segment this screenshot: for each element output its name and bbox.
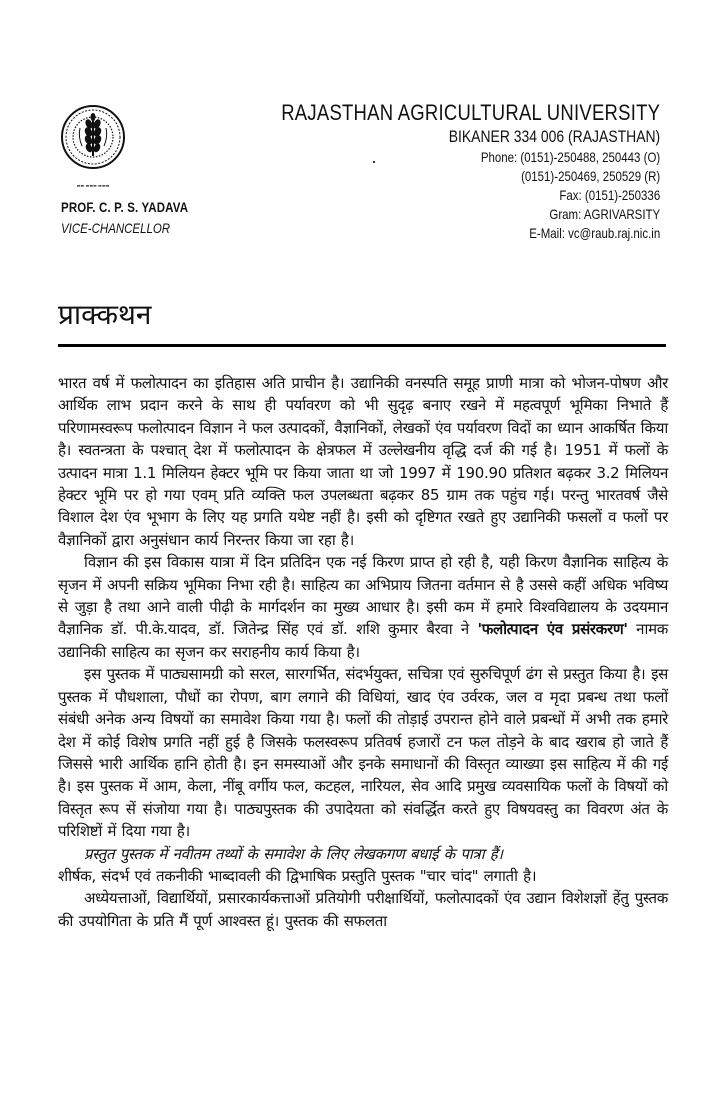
vice-chancellor-title: VICE-CHANCELLOR	[61, 220, 171, 236]
university-address: BIKANER 334 006 (RAJASTHAN)	[448, 127, 660, 146]
foreword-body	[58, 372, 668, 932]
paragraph-2-text-a: विज्ञान की इस विकास यात्रा में दिन प्रतिदिन एक नई किरण प्राप्त हो रही है, यही किरण वैज्ञानिक साहित्य के सृजन में अपनी सक्रिय भूमिका निभा रही है। साहित्य का अभिप्राय जितना वर्तमान से है उससे कहीं अधिक भविष्य से जुड़ा है तथा आने वाली पीढ़ी के मार्गदर्शन का मुख्य आधार है। इसी कम में हमारे विश्वविद्यालय के उदयमान वैज्ञानिक डॉ. पी.के.यादव, डॉ. जितेन्द्र सिंह एवं डॉ. शशि कुमार बैरवा ने	[58, 553, 668, 639]
letterhead-contact-block	[209, 100, 660, 243]
vice-chancellor-name: PROF. C. P. S. YADAVA	[61, 199, 189, 215]
paragraph-2	[58, 551, 668, 663]
paragraph-5: शीर्षक, संदर्भ एवं तकनीकी भाब्दावली की द्विभाषिक प्रस्तुति पुस्तक "चार चांद" लगाती है।	[58, 866, 537, 885]
paragraph-3: इस पुस्तक में पाठ्यसामग्री को सरल, सारगर्भित, संदर्भयुक्त, सचित्रा एवं सुरुचिपूर्ण ढंग से प्रस्तुत किया है। इस पुस्तक में पौधशाला, पौधों का रोपण, बाग लगाने की विधियां, खाद एंव उर्वरक, जल व मृदा प्रबन्ध तथा फलों संबंधी अनेक अन्य विषयों का समावेश किया गया है। फलों की तोड़ाई उपरान्त होने वाले प्रबन्धों में अभी तक हमारे देश में कोई विशेष प्रगति नहीं हुई है जिसके फलस्वरूप प्रतिवर्ष हजारों टन फल तोड़ने के बाद खराब हो जाते हैं जिससे भारी आर्थिक हानि होती है। इन समस्याओं और इनके समाधानों की विस्तृत व्याख्या इस साहित्य में की गई है। इस पुस्तक में आम, केला, नींबू वर्गीय फल, कटहल, नारियल, सेव आदि प्रमुख व्यवसायिक फलों के विषयों को विस्तृत रूप सें संजोया गया है। पाठ्यपुस्तक की उपादेयता को संवर्द्धित करते हुए विषयवस्तु का विवरण अंत के परिशिष्टों में दिया गया है।	[58, 665, 668, 841]
fax-number: Fax: (0151)-250336	[559, 187, 660, 203]
university-name: RAJASTHAN AGRICULTURAL UNIVERSITY	[280, 100, 660, 125]
gram-address: Gram: AGRIVARSITY	[549, 206, 660, 222]
paragraph-4-congratulations: प्रस्तुत पुस्तक में नवीतम तथ्यों के समावेश के लिए लेखकगण बधाई के पात्रा हैं।	[84, 844, 503, 863]
phone-office: Phone: (0151)-250488, 250443 (O)	[480, 149, 660, 165]
phone-residence: (0151)-250469, 250529 (R)	[520, 168, 660, 184]
paragraph-1: भारत वर्ष में फलोत्पादन का इतिहास अति प्राचीन है। उद्यानिकी वनस्पति समूह प्राणी मात्रा को भोजन-पोषण और आर्थिक लाभ प्रदान करने के साथ ही पर्यावरण को भी सुदृढ़ बनाए रखने में महत्वपूर्ण भूमिका निभाते हैं परिणामस्वरूप फलोत्पादन विज्ञान ने फल उत्पादकों, वैज्ञानिकों, लेखकों एंव पर्यावरण विदों का ध्यान आकर्षित किया है। स्वतन्त्रता के पश्चात् देश में फलोत्पादन के क्षेत्रफल में उल्लेखनीय वृद्धि दर्ज की गई है। 1951 में फलों के उत्पादन मात्रा 1.1 मिलियन हेक्टर भूमि पर किया जाता था जो 1997 में 190.90 प्रतिशत बढ़कर 3.2 मिलियन हेक्टर भूमि पर हो गया एवम् प्रति व्यक्ति फल उपलब्धता बढ़कर 85 ग्राम तक पहुंच गई। परन्तु भारतवर्ष जैसे विशाल देश एंव भूभाग के लिए यह प्रगति यथेष्ट नहीं है। इसी को दृष्टिगत रखते हुए उद्यानिकी फसलों व फलों पर वैज्ञानिकों द्वारा अनुसंधान कार्य निरन्तर किया जा रहा है।	[58, 374, 668, 549]
email-address: E-Mail: vc@raub.raj.nic.in	[529, 225, 660, 241]
paragraph-6: अध्येयत्ताओं, विद्यार्थियों, प्रसारकार्यकत्ताओं प्रतियोगी परीक्षार्थियों, फलोत्पादकों एंव उद्यान विशेशज्ञों हेंतु पुस्तक की उपयोगिता के प्रति मैं पूर्ण आश्वस्त हूं। पुस्तक की सफलता	[58, 889, 668, 930]
emblem-caption: ▬▬ ▬▬▬ ▬▬▬	[76, 184, 110, 188]
book-title: 'फलोत्पादन एंव प्रसंरकरण'	[477, 620, 628, 639]
paragraph-2-text-b: नामक उद्यानिकी साहित्य का सृजन कर सराहनीय कार्य किया है।	[58, 620, 668, 661]
university-emblem-wheat-icon	[60, 104, 126, 174]
heading-divider	[58, 344, 666, 347]
page-title: प्राक्कथन	[58, 298, 152, 331]
